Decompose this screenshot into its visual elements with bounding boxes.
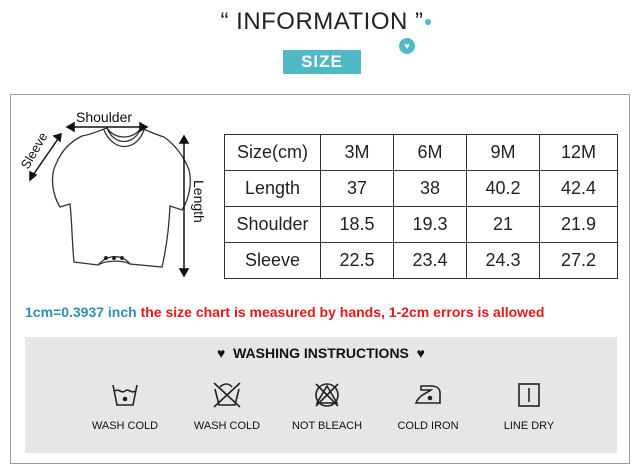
wash-label: LINE DRY [503, 420, 555, 432]
heart-icon: ♥ [416, 345, 425, 361]
heart-icon: ♥ [217, 345, 226, 361]
wash-item [70, 381, 180, 432]
heart-icon: ♥ [399, 38, 415, 54]
table-header-cell: 6M [394, 135, 467, 171]
table-cell: 42.4 [540, 171, 618, 207]
wash-item [474, 381, 584, 432]
table-cell: Shoulder [225, 207, 321, 243]
table-cell: 27.2 [540, 243, 618, 279]
size-table [224, 134, 618, 279]
table-cell: 18.5 [321, 207, 394, 243]
table-cell: 19.3 [394, 207, 467, 243]
size-badge: SIZE [283, 50, 361, 74]
table-cell: 24.3 [467, 243, 540, 279]
no-hand-wash-icon [212, 381, 242, 409]
shoulder-label: Shoulder [76, 109, 133, 125]
wash-item [373, 381, 483, 432]
length-label: Length [191, 180, 207, 223]
snap-buttons [104, 256, 124, 260]
table-header-cell: Size(cm) [225, 135, 321, 171]
no-bleach-icon [312, 381, 342, 409]
table-cell: 37 [321, 171, 394, 207]
measurement-note [25, 304, 544, 320]
wash-label: WASH COLD [193, 420, 261, 432]
wash-label: WASH COLD [91, 420, 159, 432]
wash-label: COLD IRON [397, 420, 459, 432]
conversion-text: 1cm=0.3937 inch [25, 304, 137, 320]
table-cell: 38 [394, 171, 467, 207]
table-header-cell: 12M [540, 135, 618, 171]
accent-dot [425, 19, 431, 25]
line-dry-icon [514, 381, 544, 409]
wash-label: NOT BLEACH [291, 420, 363, 432]
table-header-row [225, 135, 618, 171]
wash-item [172, 381, 282, 432]
bodysuit-outline-icon [53, 128, 191, 267]
bodysuit-diagram [18, 102, 218, 282]
table-header-cell: 3M [321, 135, 394, 171]
table-row [225, 243, 618, 279]
table-cell: 21.9 [540, 207, 618, 243]
table-cell: Sleeve [225, 243, 321, 279]
table-cell: 23.4 [394, 243, 467, 279]
table-header-cell: 9M [467, 135, 540, 171]
table-row [225, 207, 618, 243]
table-cell: Length [225, 171, 321, 207]
table-row [225, 171, 618, 207]
washing-title-text: WASHING INSTRUCTIONS [233, 345, 409, 361]
page-title: “ INFORMATION ” [220, 8, 424, 35]
cold-iron-icon [413, 381, 443, 409]
washing-title [25, 345, 617, 361]
wash-tub-icon [110, 381, 140, 409]
table-cell: 22.5 [321, 243, 394, 279]
error-warning-text: the size chart is measured by hands, 1-2cm errors is allowed [136, 304, 545, 320]
table-cell: 40.2 [467, 171, 540, 207]
table-cell: 21 [467, 207, 540, 243]
sleeve-label: Sleeve [18, 129, 51, 172]
wash-item [272, 381, 382, 432]
washing-panel [25, 337, 617, 453]
